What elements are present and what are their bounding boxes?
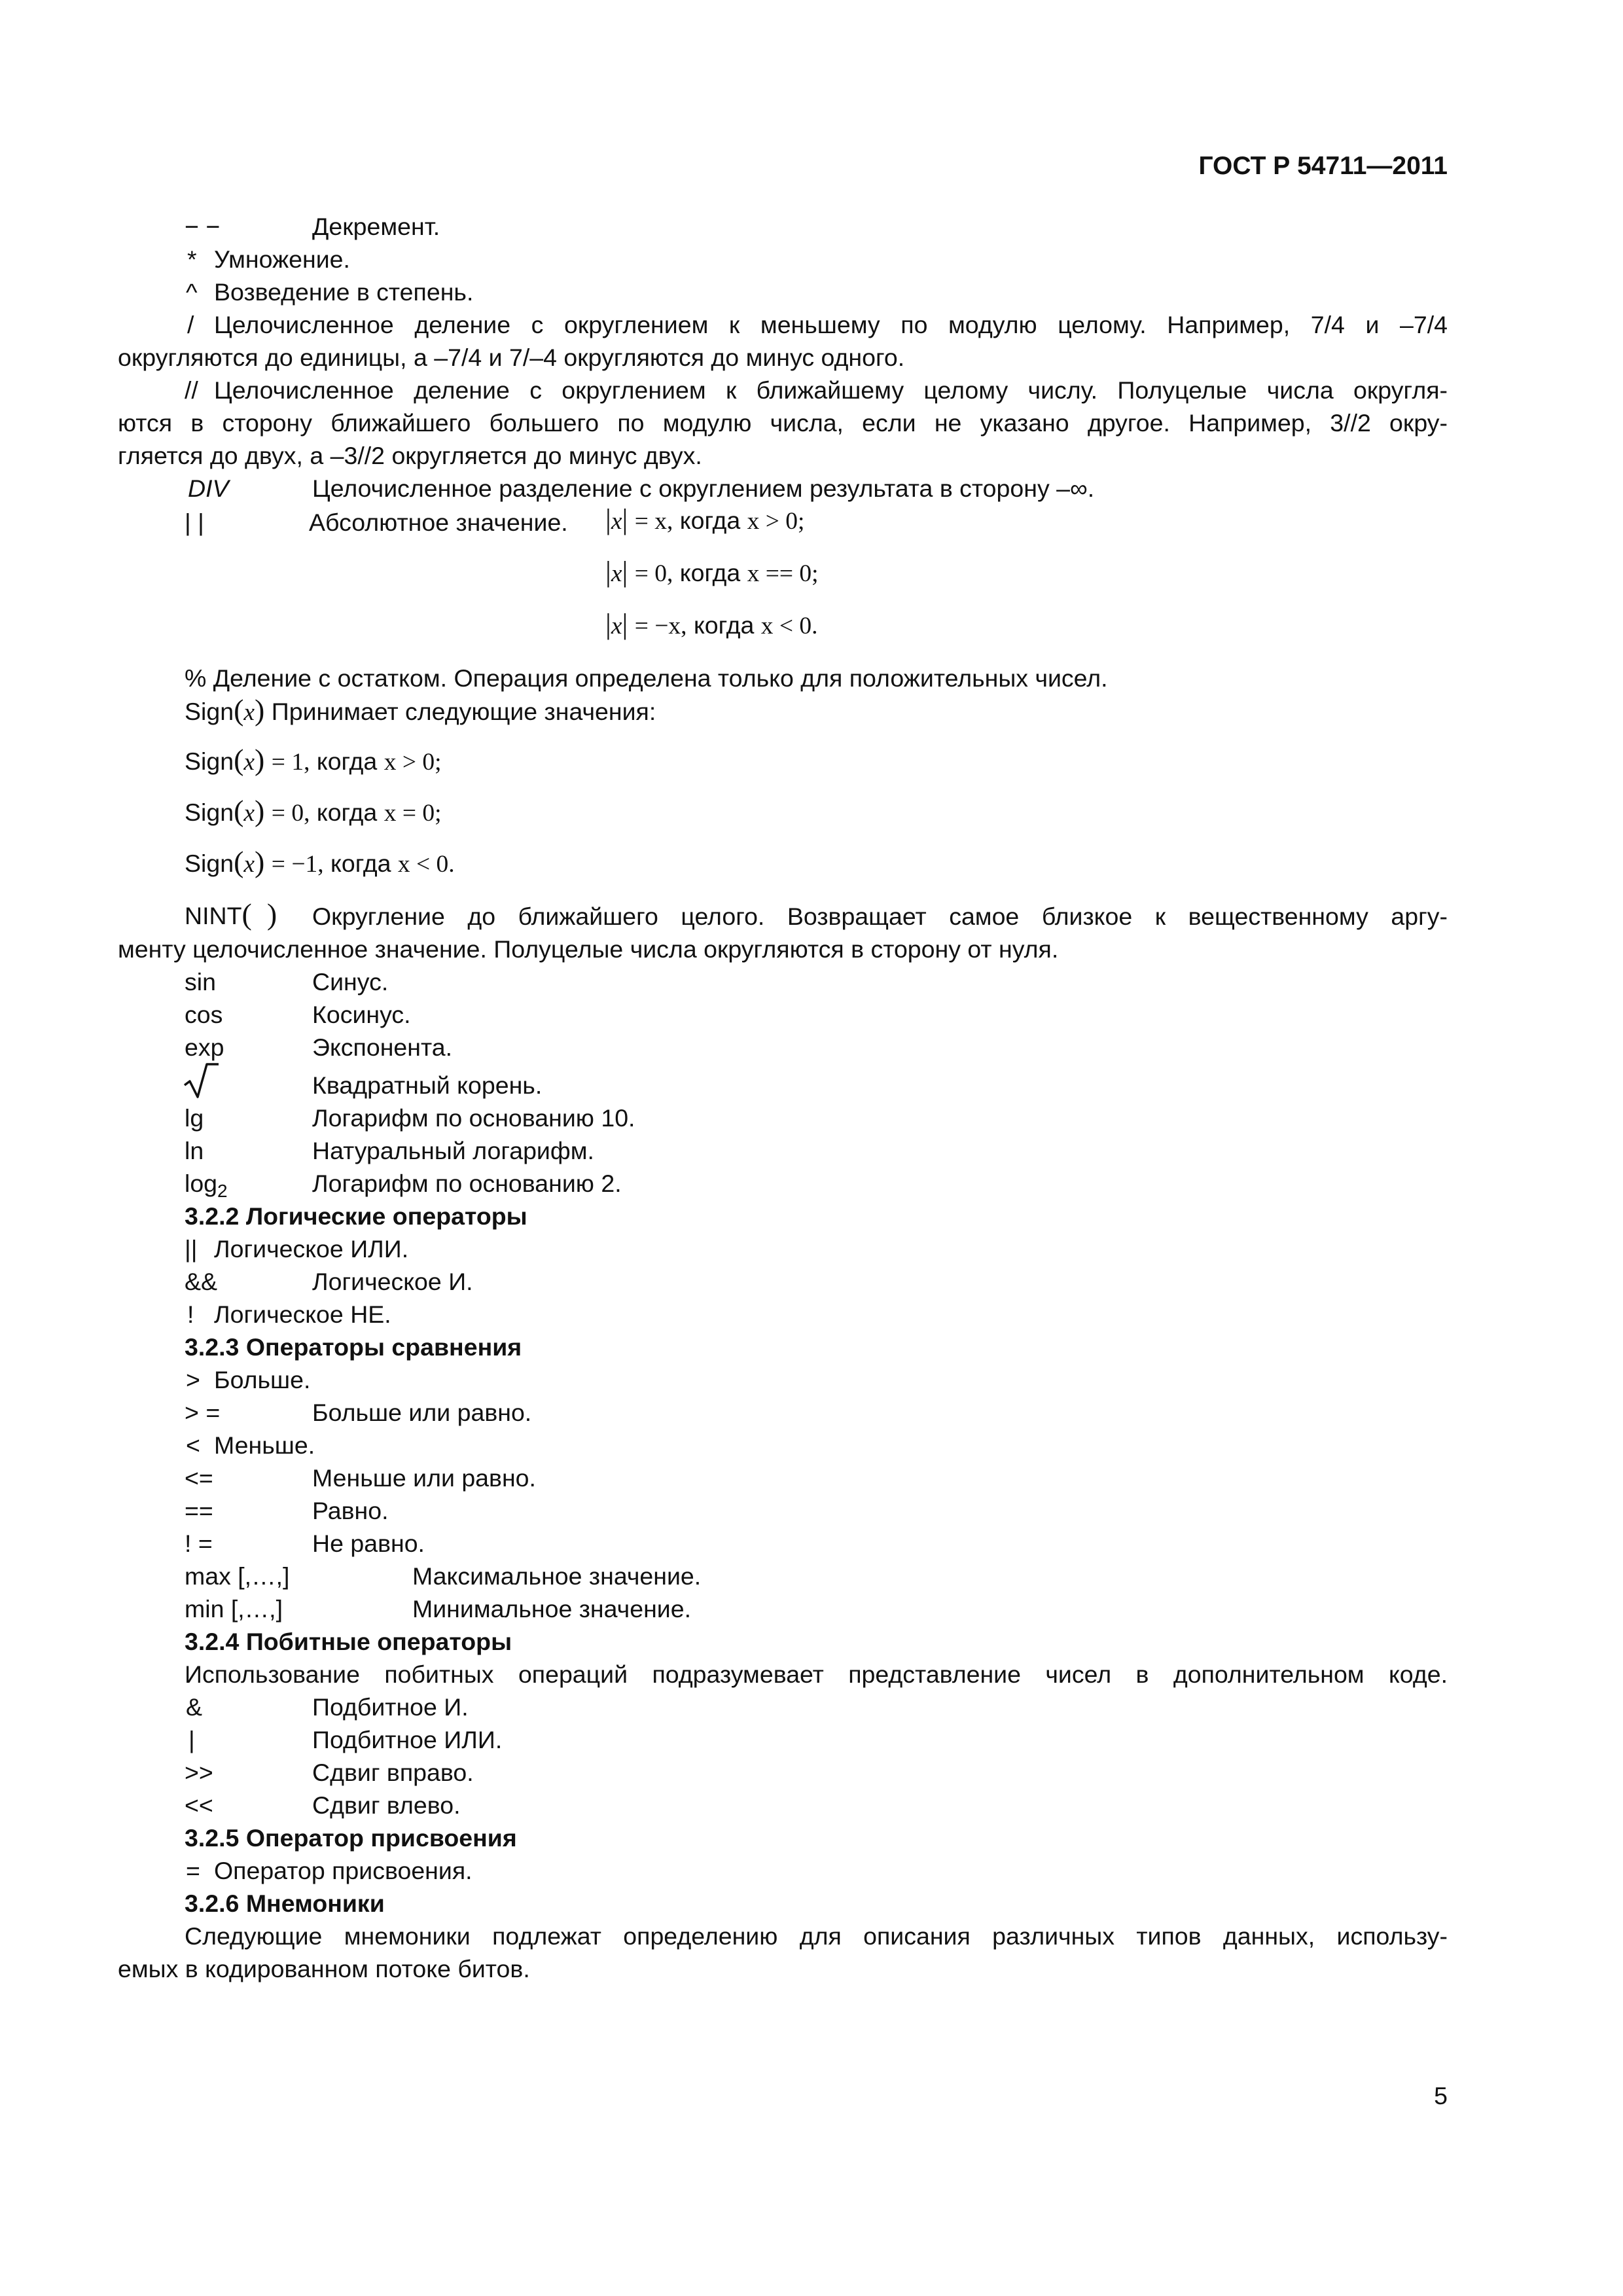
op-assign: = [186, 1857, 200, 1884]
abs-eq1: |x| = x, когда x > 0; [605, 503, 805, 535]
desc-bit-or: Подбитное ИЛИ. [312, 1726, 503, 1753]
desc-sqrt: Квадратный корень. [312, 1071, 543, 1099]
mnemonics-line2: емых в кодированном потоке битов. [118, 1955, 530, 1982]
op-min: min [,…,] [185, 1595, 283, 1623]
op-max: max [,…,] [185, 1562, 290, 1590]
op-and: && [185, 1268, 218, 1295]
desc-cos: Косинус. [312, 1001, 411, 1028]
abs-eq3: |x| = −x, когда x < 0. [605, 608, 818, 640]
desc-bit-and: Подбитное И. [312, 1693, 469, 1721]
desc-not: Логическое НЕ. [214, 1300, 391, 1328]
desc-ne: Не равно. [312, 1530, 425, 1557]
op-eq: == [185, 1497, 213, 1524]
desc-intdiv-line1: Целочисленное деление с округлением к меньшему по модулю целому. Например, 7/4 и –7/4 [214, 311, 1448, 338]
desc-and: Логическое И. [312, 1268, 473, 1295]
op-le: <= [185, 1464, 213, 1492]
desc-rounddiv-line1: Целочисленное деление с округлением к ближайшему целому числу. Полуцелые числа округля- [214, 376, 1448, 404]
op-div: DIV [188, 475, 229, 502]
desc-div: Целочисленное разделение с округлением результата в сторону –∞. [312, 475, 1095, 502]
desc-shl: Сдвиг влево. [312, 1791, 461, 1819]
desc-lt: Меньше. [214, 1431, 315, 1459]
heading-logic: 3.2.2 Логические операторы [185, 1202, 527, 1230]
op-sin: sin [185, 968, 216, 996]
desc-ln: Натуральный логарифм. [312, 1137, 594, 1164]
desc-intdiv-line2: округляются до единицы, а –7/4 и 7/–4 округляются до минус одного. [118, 344, 905, 371]
desc-power: Возведение в степень. [214, 278, 474, 306]
op-bit-or: | [188, 1726, 195, 1753]
op-not: ! [187, 1300, 194, 1328]
desc-log2: Логарифм по основанию 2. [312, 1170, 622, 1197]
desc-shr: Сдвиг вправо. [312, 1759, 474, 1786]
op-shl: << [185, 1791, 213, 1819]
op-shr: >> [185, 1759, 213, 1786]
desc-ge: Больше или равно. [312, 1399, 532, 1426]
op-decrement: − − [185, 213, 221, 240]
op-intdiv: / [187, 311, 194, 338]
op-cos: cos [185, 1001, 223, 1028]
sign-intro: Sign(x) Принимает следующие значения: [185, 693, 656, 726]
sign-case-2: Sign(x) = 0, когда x = 0; [185, 794, 442, 827]
op-bit-and: & [186, 1693, 203, 1721]
desc-nint-line1: Округление до ближайшего целого. Возвращает самое близкое к вещественному аргу- [312, 903, 1448, 930]
desc-assign: Оператор присвоения. [214, 1857, 473, 1884]
sign-case-3: Sign(x) = −1, когда x < 0. [185, 845, 455, 878]
desc-multiply: Умножение. [214, 245, 350, 273]
op-lg: lg [185, 1104, 204, 1132]
sqrt-icon [183, 1062, 220, 1100]
op-gt: > [186, 1366, 200, 1393]
desc-le: Меньше или равно. [312, 1464, 536, 1492]
op-abs: | | [185, 509, 204, 536]
heading-assign: 3.2.5 Оператор присвоения [185, 1824, 517, 1852]
page-number: 5 [1434, 2082, 1448, 2109]
heading-bitwise: 3.2.4 Побитные операторы [185, 1628, 512, 1655]
desc-min: Минимальное значение. [412, 1595, 691, 1623]
op-log2: $\log_2$ [185, 1170, 228, 1201]
bitwise-intro: Использование побитных операций подразумевает представление чисел в дополнительном коде. [185, 1660, 1448, 1688]
op-multiply: * [187, 245, 197, 273]
op-or: || [185, 1235, 198, 1263]
desc-modulo: % Деление с остатком. Операция определена только для положительных чисел. [185, 664, 1108, 692]
desc-rounddiv-line2: ются в сторону ближайшего большего по модулю числа, если не указано другое. Например, 3//2 окру- [118, 409, 1448, 437]
document-id: ГОСТ Р 54711—2011 [1198, 152, 1448, 180]
desc-or: Логическое ИЛИ. [214, 1235, 409, 1263]
heading-mnemonics: 3.2.6 Мнемоники [185, 1890, 385, 1917]
op-power: ^ [186, 278, 198, 306]
desc-eq: Равно. [312, 1497, 389, 1524]
mnemonics-line1: Следующие мнемоники подлежат определению для описания различных типов данных, использу- [185, 1922, 1448, 1950]
op-ln: ln [185, 1137, 204, 1164]
desc-rounddiv-line3: гляется до двух, а –3//2 округляется до минус двух. [118, 442, 702, 469]
abs-eq2: |x| = 0, когда x == 0; [605, 556, 819, 588]
desc-gt: Больше. [214, 1366, 311, 1393]
sign-case-1: Sign(x) = 1, когда x > 0; [185, 743, 442, 776]
desc-decrement: Декремент. [312, 213, 440, 240]
desc-exp: Экспонента. [312, 1033, 452, 1061]
desc-lg: Логарифм по основанию 10. [312, 1104, 635, 1132]
desc-nint-line2: менту целочисленное значение. Полуцелые числа округляются в сторону от нуля. [118, 935, 1059, 963]
op-exp: exp [185, 1033, 224, 1061]
heading-compare: 3.2.3 Операторы сравнения [185, 1333, 522, 1361]
op-nint: NINT( ) [185, 897, 277, 931]
desc-sin: Синус. [312, 968, 389, 996]
op-ge: > = [185, 1399, 221, 1426]
op-rounddiv: // [185, 376, 198, 404]
abs-label: Абсолютное значение. [309, 509, 568, 536]
desc-max: Максимальное значение. [412, 1562, 702, 1590]
op-ne: ! = [185, 1530, 213, 1557]
op-lt: < [186, 1431, 200, 1459]
